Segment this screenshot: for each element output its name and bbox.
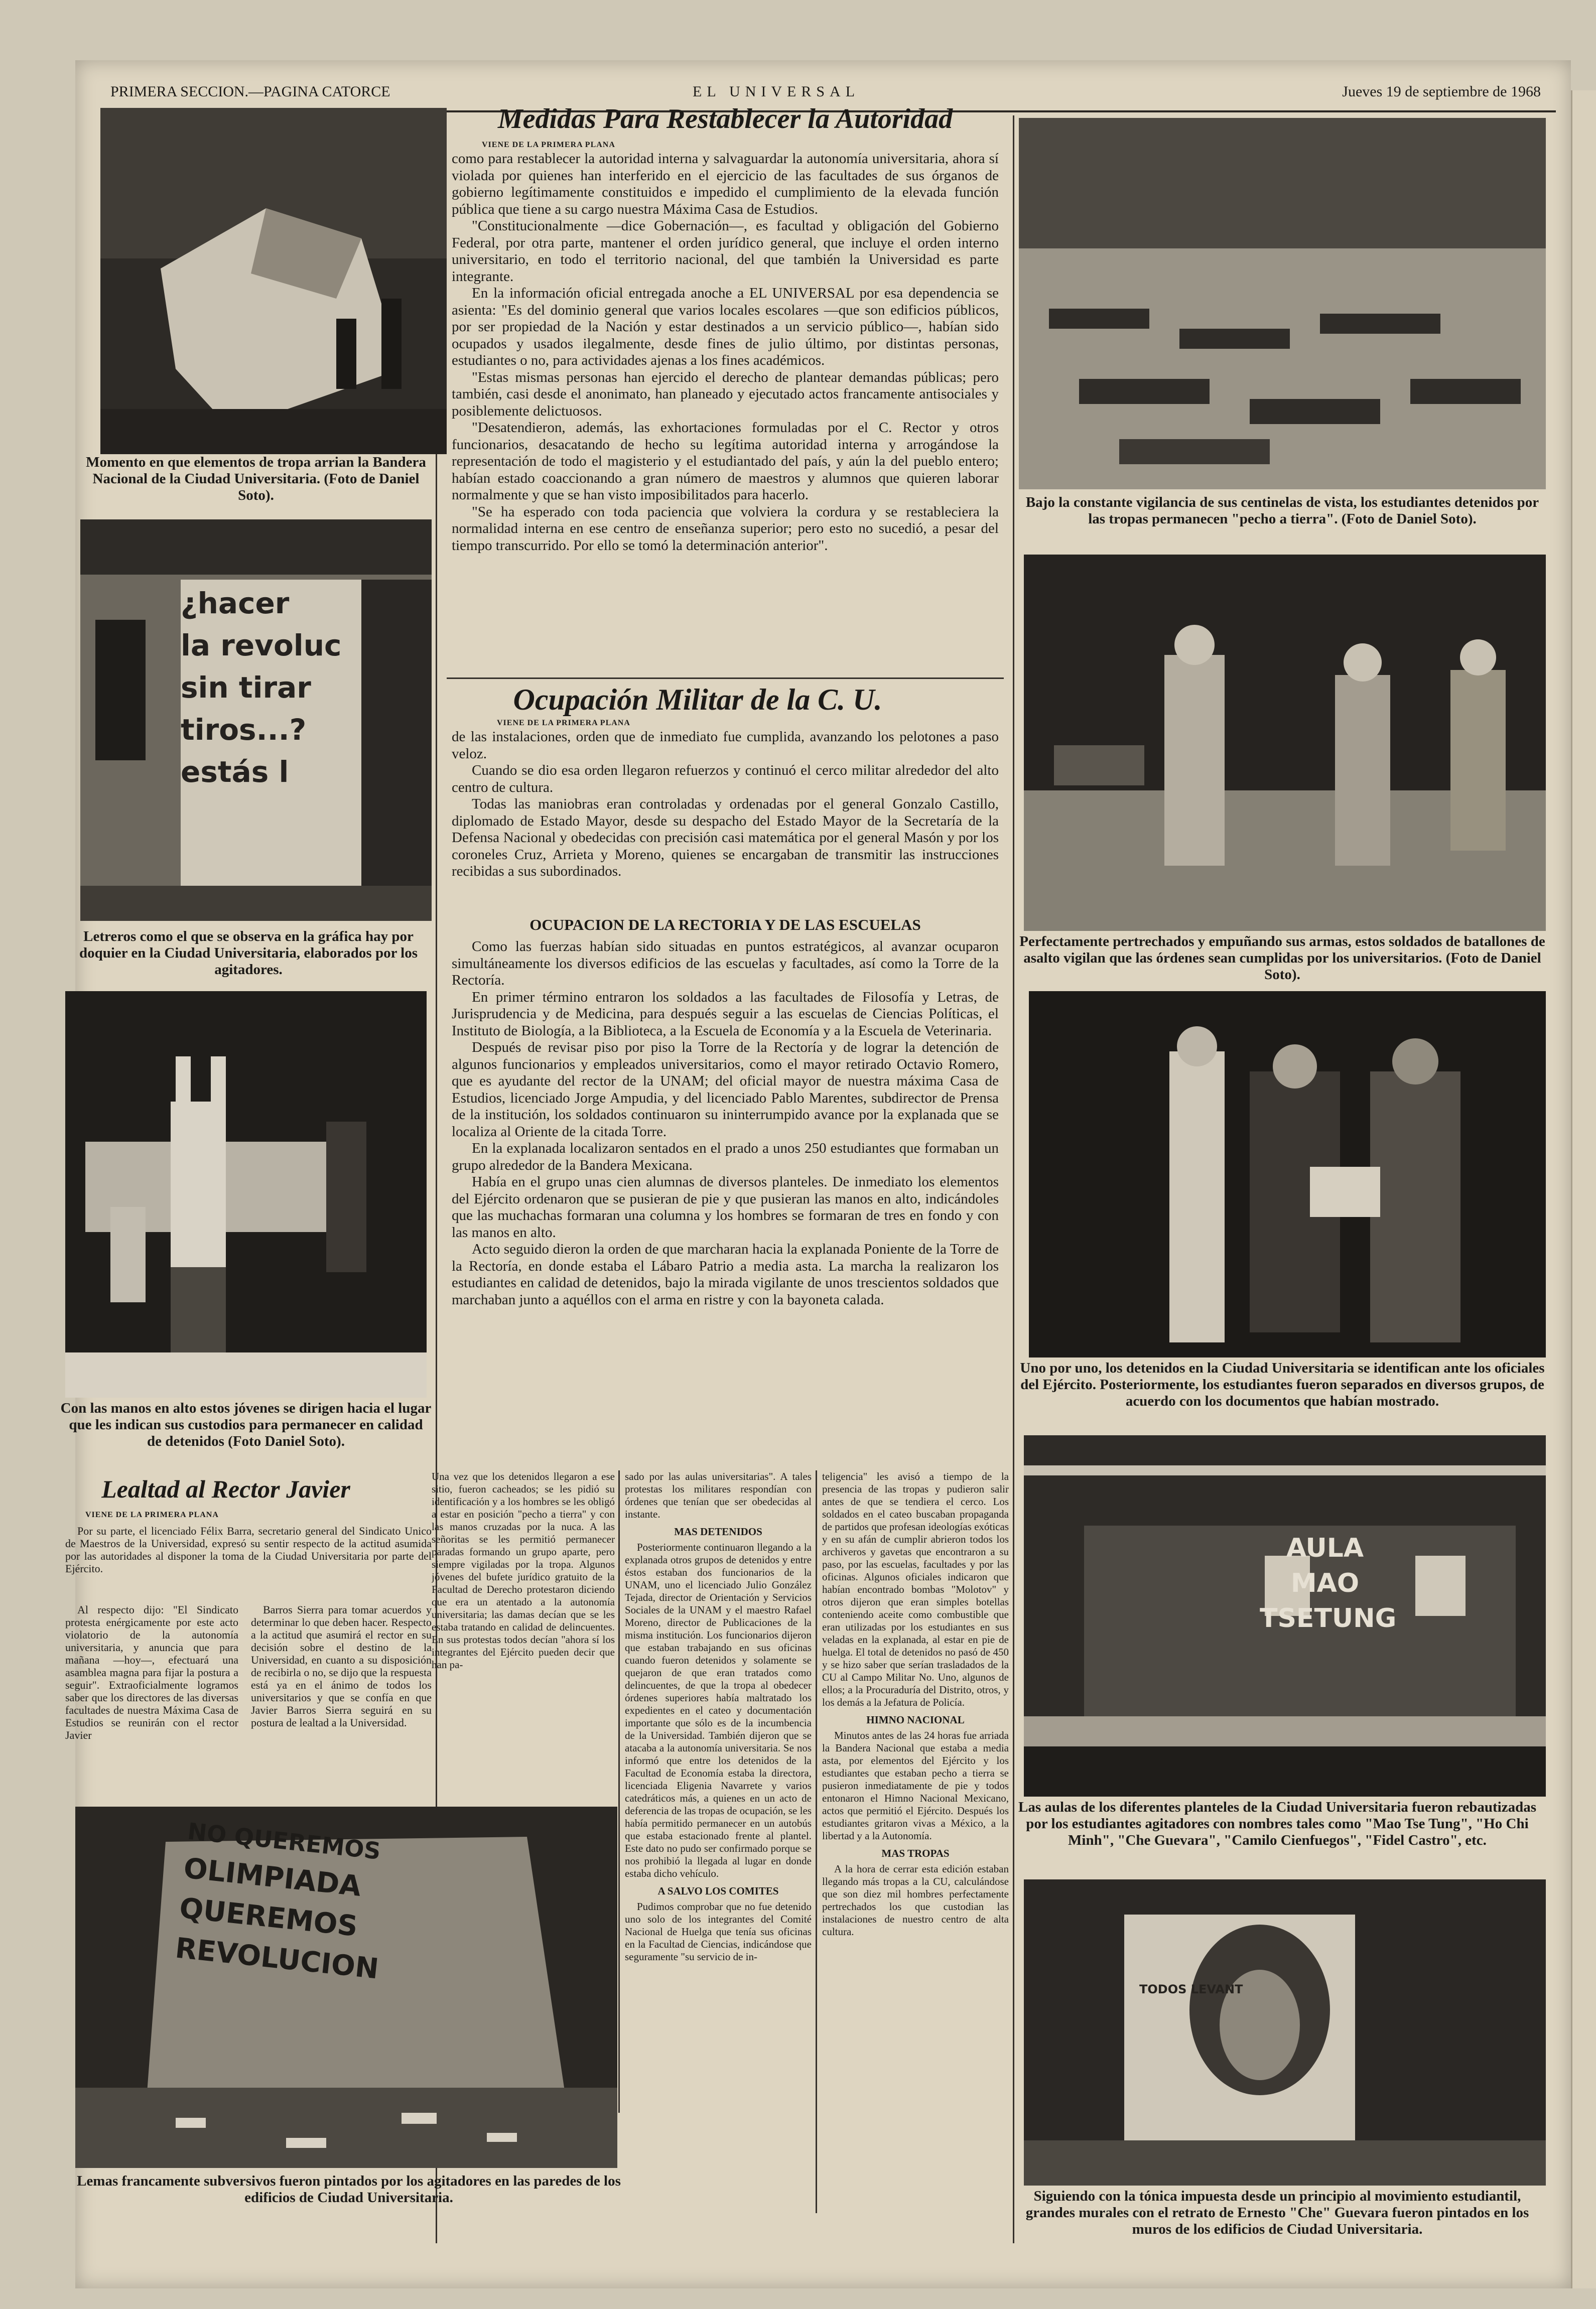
newspaper-title: EL UNIVERSAL bbox=[693, 83, 860, 100]
detenidos-col-2 bbox=[625, 1470, 812, 2213]
ocupacion-paragraph: Todas las maniobras eran controladas y ordenadas por el general Gonzalo Castillo, diplomado de Estado Mayor, desde su despacho del Estado Mayor de la Secretaría de la Defensa Nacional y obedecidas con precisión casi matemática por el general Masón y por los coroneles Cruz, Arrieta y Moreno, quienes se encargaban de transmitir las instrucciones recibidas a sus subordinados. bbox=[452, 796, 999, 879]
photo-identification bbox=[1029, 991, 1546, 1357]
lealtad-col-b bbox=[251, 1603, 432, 1799]
sign-graffiti-text bbox=[181, 582, 361, 793]
detenidos-col-3-c bbox=[822, 1863, 1009, 1938]
caption-assault-soldiers: Perfectamente pertrechados y empuñando sus armas, estos soldados de batallones de asalto vigilan que las órdenes sean cumplidas por los universitarios. (Foto de Daniel Soto). bbox=[1019, 933, 1545, 983]
detenidos-col-1 bbox=[432, 1470, 615, 1822]
detenidos-col-2-b bbox=[625, 1541, 812, 1880]
section-label: PRIMERA SECCION.—PAGINA CATORCE bbox=[110, 83, 390, 100]
mao-line: TSETUNG bbox=[1260, 1603, 1397, 1634]
photo-che-mural bbox=[1024, 1879, 1546, 2186]
detenidos-paragraph: Una vez que los detenidos llegaron a ese sitio, fueron cacheados; se les pidió su identificación y a los hombres se les obligó a estar en posición "pecho a tierra" y con las manos cruzadas por la nuca. A las señoritas se les permitió permanecer paradas formando un grupo aparte, pero siempre vigiladas por la tropa. Algunos jóvenes del bufete jurídico gratuito de la Facultad de Derecho protestaron diciendo que era un atentado a la autonomía universitaria; las damas decían que se les estaba tratando en calidad de delincuentes. En sus protestas todos decían "ahora sí los integrantes del Ejército pueden decir que han pa- bbox=[432, 1470, 615, 1671]
che-mural-text: TODOS LEVANT bbox=[1139, 1982, 1243, 1996]
detenidos-paragraph: teligencia" les avisó a tiempo de la presencia de las tropas y pudieron salir antes de que se tendiera el cerco. Los soldados en el cateo buscaban propaganda de partidos que profesan ideologías exóticas y en su afán de cumplir abrieron todos los archiveros y gavetas que encontraron a su paso, por las escuelas, facultades y por las oficinas. Algunos oficiales indicaron que habían encontrado bombas "Molotov" y otros dijeron que eran simples botellas conteniendo aceite como combustible que eran utilizadas por los estudiantes en sus veladas en la explanada, al estar en pie de huelga. El total de detenidos no pasó de 450 y se hizo saber que serían trasladados de la CU al Campo Militar No. Uno, algunos de ellos; a la Procuraduría del Distrito, otros, y los demás a la Jefatura de Policía. bbox=[822, 1470, 1009, 1708]
section-divider bbox=[447, 677, 1004, 679]
headline-lealtad: Lealtad al Rector Javier bbox=[101, 1475, 350, 1503]
detenidos-col-3-b bbox=[822, 1729, 1009, 1842]
mao-line: AULA bbox=[1286, 1533, 1364, 1563]
lealtad-paragraph: Barros Sierra para tomar acuerdos y determinar lo que deben hacer. Respecto a la actitud que asumirá el rector en su decisión sobre el destino de la Universidad, en cuanto a su disposición de recibirla o no, se dijo que la respuesta está ya en el ánimo de todos los universitarios y que se confía en que Javier Barros Sierra seguirá en su postura de lealtad a la Universidad. bbox=[251, 1603, 432, 1729]
subhead-mas-detenidos: MAS DETENIDOS bbox=[674, 1526, 762, 1538]
viene-label: VIENE DE LA PRIMERA PLANA bbox=[85, 1511, 219, 1519]
wall-line: REVOLUCION bbox=[174, 1932, 380, 1986]
photo-assault-soldiers bbox=[1024, 555, 1546, 931]
issue-date: Jueves 19 de septiembre de 1968 bbox=[1342, 83, 1541, 100]
sign-line: la revoluc bbox=[181, 628, 342, 662]
medidas-paragraph: "Constitucionalmente —dice Gobernación—, es facultad y obligación del Gobierno Federal, por otra parte, mantener el orden jurídico general, que incluye el orden interno universitario, en todo el territorio nacional, del que también la Universidad es parte integrante. bbox=[452, 218, 999, 285]
sign-line: ¿hacer bbox=[181, 586, 290, 620]
caption-subversive-wall: Lemas francamente subversivos fueron pintados por los agitadores en las paredes de los edificios de Ciudad Universitaria. bbox=[77, 2173, 621, 2206]
column-rule bbox=[618, 1470, 620, 2113]
wall-line: QUEREMOS bbox=[178, 1891, 359, 1943]
detenidos-col-2-c bbox=[625, 1900, 812, 1963]
detenidos-col-3-a bbox=[822, 1470, 1009, 1709]
ocupacion-paragraph: de las instalaciones, orden que de inmediato fue cumplida, avanzando los pelotones a paso veloz. bbox=[452, 729, 999, 762]
caption-flag-lowering: Momento en que elementos de tropa arrian la Bandera Nacional de la Ciudad Universitaria. (Foto de Daniel Soto). bbox=[86, 454, 426, 503]
next-page-edge bbox=[1571, 90, 1596, 2288]
mao-line: MAO bbox=[1290, 1568, 1360, 1598]
lealtad-col-a bbox=[65, 1603, 238, 1799]
subhead-a-salvo: A SALVO LOS COMITES bbox=[657, 1885, 779, 1897]
caption-che-mural: Siguiendo con la tónica impuesta desde un principio al movimiento estudiantil, grandes murales con el retrato de Ernesto "Che" Guevara fueron pintados en los muros de los edificios de Ciudad Universitaria. bbox=[1025, 2188, 1529, 2237]
lealtad-intro bbox=[65, 1525, 432, 1600]
sign-line: tiros...? bbox=[181, 713, 307, 747]
caption-identification: Uno por uno, los detenidos en la Ciudad Universitaria se identifican ante los oficiales del Ejército. Posteriormente, los estudiantes fueron separados en diversos grupos, de acuerdo con los documentos que habían mostrado. bbox=[1020, 1360, 1545, 1409]
caption-detained-ground: Bajo la constante vigilancia de sus centinelas de vista, los estudiantes detenidos por las tropas permanecen "pecho a tierra". (Foto de Daniel Soto). bbox=[1025, 494, 1539, 527]
photo-flag-lowering bbox=[100, 108, 447, 454]
wall-graffiti-text bbox=[173, 1814, 449, 1996]
viene-label: VIENE DE LA PRIMERA PLANA bbox=[482, 141, 615, 149]
medidas-paragraph: "Estas mismas personas han ejercido el derecho de plantear demandas públicas; pero también, casi desde el anonimato, han planeado y ejecutado actos francamente antisociales y posiblemente delictuosos. bbox=[452, 369, 999, 419]
wall-line: OLIMPIADA bbox=[182, 1852, 363, 1903]
viene-label: VIENE DE LA PRIMERA PLANA bbox=[497, 719, 630, 727]
medidas-paragraph: En la información oficial entregada anoche a EL UNIVERSAL por esa dependencia se asienta: "Es del dominio general que varios locales escolares —que son edificios públicos, por ser propiedad de la Nación y estar destinados a un servicio público—, habían sido ocupados y usados ilegalmente, desde fines de julio último, por distintas personas, estudiantes o no, para actividades ajenas a los fines académicos. bbox=[452, 285, 999, 368]
detenidos-col-3 bbox=[822, 1470, 1009, 2213]
rectoria-paragraph: Como las fuerzas habían sido situadas en puntos estratégicos, al avanzar ocuparon simultáneamente los diversos edificios de las escuelas y facultades, así como la Torre de la Rectoría. bbox=[452, 938, 999, 988]
detenidos-paragraph: sado por las aulas universitarias". A tales protestas los militares respondían con órdenes que tenían que ser obedecidas al instante. bbox=[625, 1470, 812, 1520]
mao-graffiti-text bbox=[1260, 1531, 1397, 1636]
rectoria-paragraph: Acto seguido dieron la orden de que marcharan hacia la explanada Poniente de la Torre de la Rectoría, en donde estaba el Lábaro Patrio a media asta. La marcha la realizaron los estudiantes en calidad de detenidos, bajo la mirada vigilante de unos trescientos soldados que marchaban junto a aquéllos con el arma en ristre y con la bayoneta calada. bbox=[452, 1241, 999, 1308]
photo-hands-raised bbox=[65, 991, 427, 1398]
medidas-paragraph: "Se ha esperado con toda paciencia que volviera la cordura y se restableciera la normalidad interna en ese centro de enseñanza superior; pero esto no sucedió, a pesar del tiempo transcurrido. Por ello se tomó la determinación anterior". bbox=[452, 503, 999, 554]
medidas-paragraph: "Desatendieron, además, las exhortaciones formuladas por el C. Rector y otros funcionarios, desacatando de hecho su legítima autoridad interna y arrogándose la representación de todo el magisterio y el estudiantado del país, y aún la del pueblo entero; habían estado coaccionando a gran número de maestros y alumnos que quieren laborar normalmente y que se han visto imposibilitados para hacerlo. bbox=[452, 420, 999, 503]
rectoria-paragraph: En la explanada localizaron sentados en el prado a unos 250 estudiantes que formaban un grupo alrededor de la Bandera Mexicana. bbox=[452, 1140, 999, 1173]
sign-line: estás l bbox=[181, 755, 289, 789]
medidas-paragraph: como para restablecer la autoridad interna y salvaguardar la autonomía universitaria, ahora sí violada por quienes han interferido en el ejercicio de las facultades de sus órganos de gobierno legítimamente constituidos e impedido el cumplimiento de la elevada función pública que tiene a su cargo nuestra Máxima Casa de Estudios. bbox=[452, 151, 999, 217]
lealtad-paragraph: Al respecto dijo: "El Sindicato protesta enérgicamente por este acto violatorio de la autonomía universitaria, y anuncia que para mañana —hoy—, efectuará una asamblea magna para fijar la postura a seguir". Extraoficialmente logramos saber que los directores de las diversas facultades de nuestra Máxima Casa de Estudios se reunirán con el rector Javier bbox=[65, 1603, 238, 1741]
column-rule bbox=[1013, 115, 1014, 2243]
ocupacion-paragraph: Cuando se dio esa orden llegaron refuerzos y continuó el cerco militar alrededor del alto centro de cultura. bbox=[452, 762, 999, 795]
rectoria-body bbox=[452, 938, 999, 1465]
lealtad-paragraph: Por su parte, el licenciado Félix Barra, secretario general del Sindicato Unico de Maestros de la Universidad, expresó su sentir respecto de la actitud asumida por las autoridades al disponer la toma de la Ciudad Universitaria por parte del Ejército. bbox=[65, 1525, 432, 1575]
detenidos-paragraph: A la hora de cerrar esta edición estaban llegando más tropas a la CU, calculándose que son diez mil hombres perfectamente pertrechados los que custodian las instalaciones de nuestro centro de alta cultura. bbox=[822, 1863, 1009, 1938]
detenidos-col-2-a bbox=[625, 1470, 812, 1521]
sign-line: sin tirar bbox=[181, 670, 311, 705]
column-rule bbox=[816, 1470, 817, 2213]
subhead-mas-tropas: MAS TROPAS bbox=[881, 1847, 950, 1859]
rectoria-paragraph: Había en el grupo unas cien alumnas de diversos planteles. De inmediato los elementos del Ejército ordenaron que se pusieran de pie y que pusieran las manos en alto, indicándoles que las muchachas formaran una columna y los hombres se formaran de tres en fondo y con las manos en alto. bbox=[452, 1174, 999, 1241]
headline-medidas: Medidas Para Restablecer la Autoridad bbox=[497, 103, 953, 134]
photo-detained-ground bbox=[1019, 118, 1546, 489]
detenidos-paragraph: Minutos antes de las 24 horas fue arriada la Bandera Nacional que estaba a media asta, por elementos del Ejército y los estudiantes que estaban pecho a tierra se pusieron inmediatamente de pie y todos entonaron el Himno Nacional Mexicano, actos que permitió el Ejército. Después los estudiantes gritaron vivas a México, a la libertad y a la Autonomía. bbox=[822, 1729, 1009, 1842]
caption-graffiti-sign: Letreros como el que se observa en la gráfica hay por doquier en la Ciudad Universitaria, elaborados por los agitadores. bbox=[79, 928, 418, 978]
rectoria-paragraph: En primer término entraron los soldados a las facultades de Filosofía y Letras, de Jurisprudencia y de Medicina, para después seguir a las escuelas de Ciencias Políticas, el Instituto de Biología, a la Biblioteca, a la Escuela de Economía y a la Escuela de Veterinaria. bbox=[452, 989, 999, 1039]
headline-ocupacion: Ocupación Militar de la C. U. bbox=[513, 683, 882, 716]
rectoria-paragraph: Después de revisar piso por piso la Torre de la Rectoría y de lograr la detención de algunos funcionarios y empleados universitarios, como el mayor retirado Octavio Romero, que es ayudante del rector de la UNAM; del oficial mayor de nuestra máxima Casa de Estudios, licenciado Jorge Ampudia, y del licenciado Pablo Marentes, subdirector de Prensa de la institución, los soldados continuaron su ininterrumpido avance por la explanada que se localiza al Oriente de la citada Torre. bbox=[452, 1039, 999, 1140]
wall-line: NO QUEREMOS bbox=[186, 1817, 382, 1865]
detenidos-paragraph: Posteriormente continuaron llegando a la explanada otros grupos de detenidos y entre éstos estaban dos funcionarios de la UNAM, uno el licenciado Julio González Tejada, director de Orientación y Servicios Sociales de la UNAM y el maestro Rafael Moreno, director de Publicaciones de la misma institución. Los funcionarios dijeron que estaban trabajando en sus oficinas cuando fueron detenidos y solamente se quejaron de que eran tratados como delincuentes, de que la tropa al obedecer órdenes superiores había maltratado los expedientes en el cateo y documentación importante que sólo es de la incumbencia de la Universidad. También dijeron que se atacaba a la autonomía universitaria. Se nos informó que entre los detenidos de la Facultad de Economía estaba la directora, licenciada Eligenia Navarrete y varios catedráticos más, a quienes en un acto de deferencia de las tropas de ocupación, se les había permitido permanecer en un autobús que estaba estacionado frente al plantel. Este dato no pudo ser confirmado porque se nos prohibió la llegada al lugar en donde estaba dicho vehículo. bbox=[625, 1541, 812, 1879]
medidas-body bbox=[452, 151, 999, 672]
caption-mao-classroom: Las aulas de los diferentes planteles de la Ciudad Universitaria fueron rebautizadas por los estudiantes agitadores con nombres tales como "Mao Tse Tung", "Ho Chi Minh", "Che Guevara", "Camilo Cienfuegos", "Fidel Castro", etc. bbox=[1018, 1799, 1536, 1848]
subhead-rectoria: OCUPACION DE LA RECTORIA Y DE LAS ESCUELAS bbox=[529, 916, 921, 933]
caption-hands-raised: Con las manos en alto estos jóvenes se dirigen hacia el lugar que les indican sus custodios para permanecer en calidad de detenidos (Foto Daniel Soto). bbox=[60, 1400, 432, 1449]
subhead-himno: HIMNO NACIONAL bbox=[866, 1714, 965, 1726]
ocupacion-body bbox=[452, 729, 999, 914]
detenidos-paragraph: Pudimos comprobar que no fue detenido uno solo de los integrantes del Comité Nacional de Huelga que tenía sus oficinas en la Facultad de Ciencias, indicándose que seguramente "su servicio de in- bbox=[625, 1900, 812, 1963]
